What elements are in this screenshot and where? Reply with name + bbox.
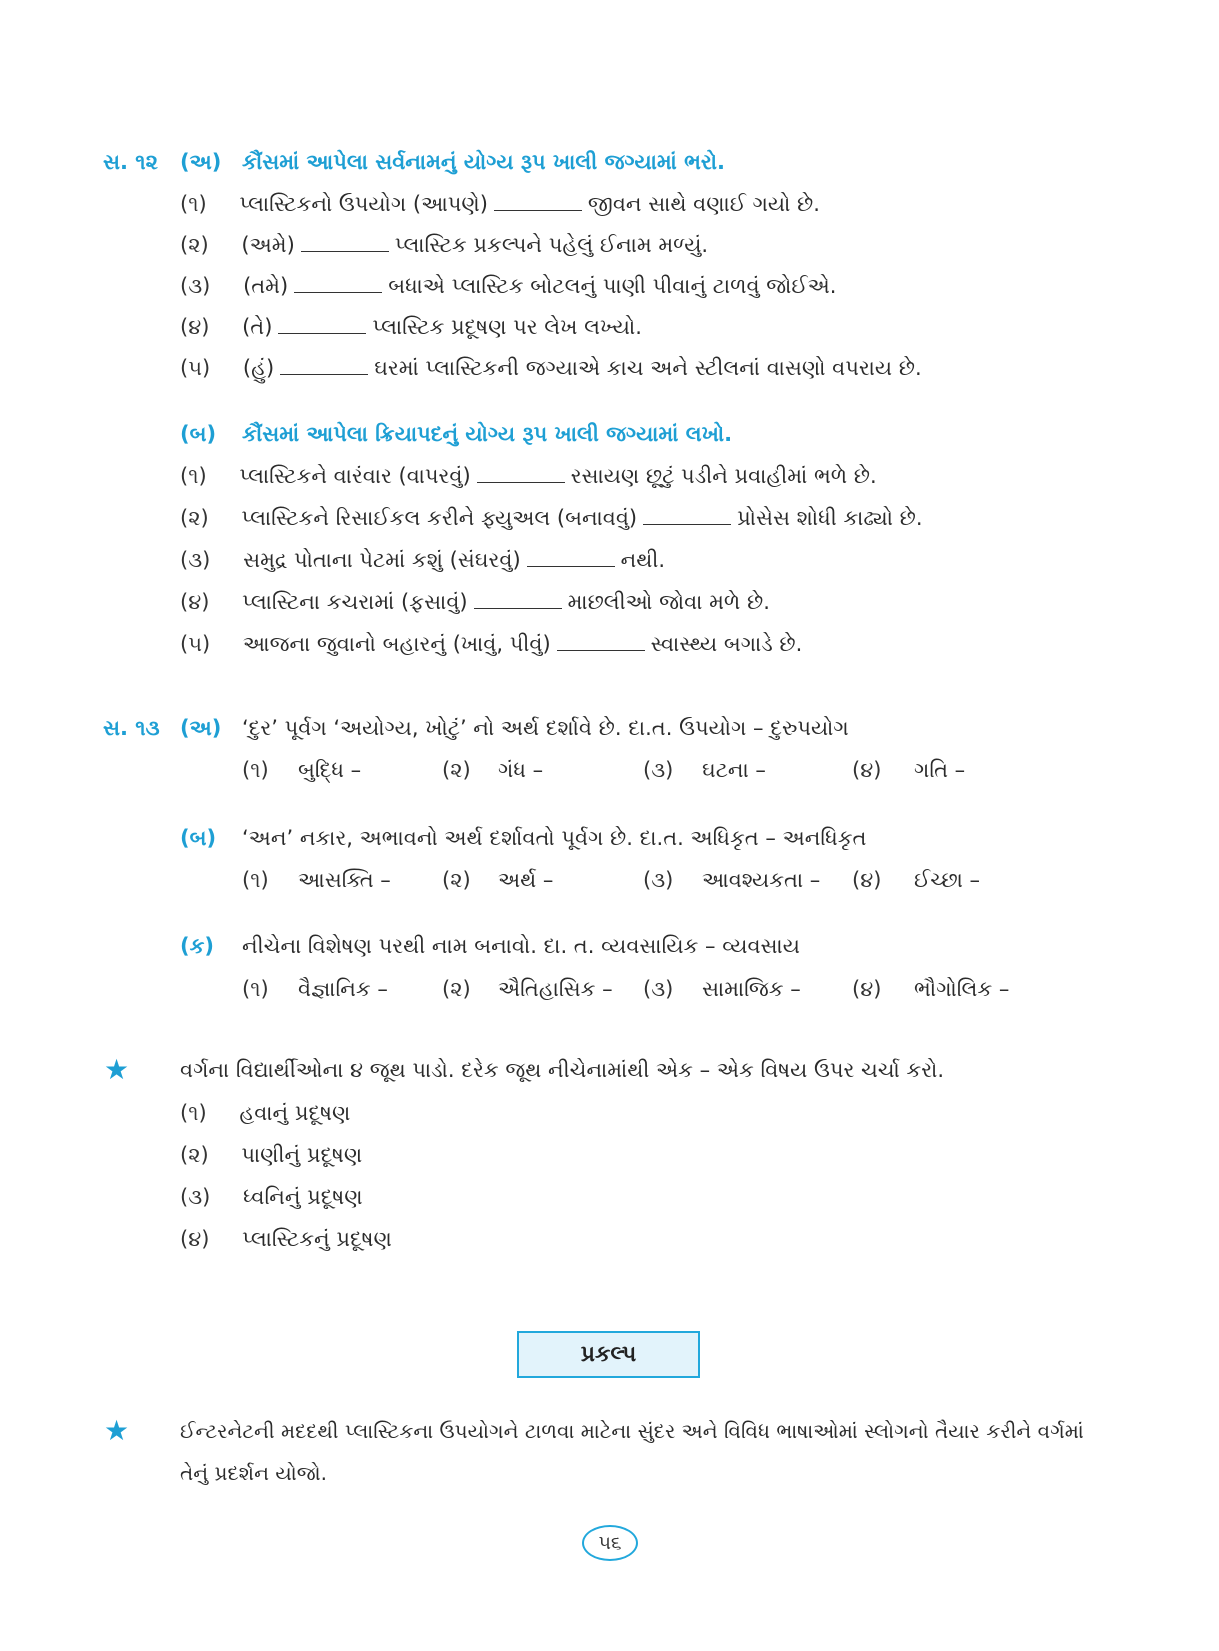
q12-a-item-4	[180, 315, 642, 340]
item-number: (૩)	[180, 274, 211, 298]
item-number: (૧)	[180, 464, 207, 488]
item-text: (અમે)	[241, 233, 295, 257]
item-word: આવશ્યકતા –	[702, 868, 821, 892]
blank-line	[494, 192, 582, 211]
project-text-line2: તેનું પ્રદર્શન યોજો.	[180, 1461, 328, 1485]
item-text: પ્રોસેસ શોધી કાઢ્યો છે.	[737, 506, 923, 530]
blank-line	[557, 632, 645, 651]
item-number: (૪)	[852, 868, 882, 892]
q12-b-item-4	[180, 590, 770, 615]
q12-a-item-1	[180, 192, 820, 217]
item-text: ઘરમાં પ્લાસ્ટિકની જગ્યાએ કાચ અને સ્ટીલનાં વાસણો વપરાય છે.	[374, 356, 922, 380]
item-number: (૫)	[180, 356, 211, 380]
item-word: બુદ્ધિ –	[298, 758, 362, 782]
item-number: (૨)	[180, 233, 209, 257]
item-text: પ્લાસ્ટિકને રિસાઈકલ કરીને ફ્યુઅલ (બનાવવું)	[241, 506, 638, 530]
item-number: (૪)	[180, 1227, 210, 1251]
item-word: અર્થ –	[498, 868, 554, 892]
q13-b-marker: (બ)	[180, 826, 217, 850]
item-word: ઘટના –	[702, 758, 766, 782]
q12-a-item-3	[180, 274, 836, 299]
item-text: નથી.	[620, 548, 666, 572]
q13-a-text: ‘દુર’ પૂર્વગ ‘અયોગ્ય, ખોટું’ નો અર્થ દર્શાવે છે. દા.ત. ઉપયોગ – દુરુપયોગ	[242, 716, 849, 740]
item-text: પાણીનું પ્રદૂષણ	[241, 1143, 363, 1167]
item-text: આજના જુવાનો બહારનું (ખાવું, પીવું)	[242, 632, 551, 656]
q13-c-text: નીચેના વિશેષણ પરથી નામ બનાવો. દા. ત. વ્યવસાયિક – વ્યવસાય	[242, 934, 800, 958]
item-text: માછલીઓ જોવા મળે છે.	[567, 590, 770, 614]
q12-a-marker: (અ)	[180, 150, 222, 174]
item-number: (૪)	[180, 315, 210, 339]
item-text: ધ્વનિનું પ્રદૂષણ	[243, 1185, 363, 1209]
q12-b-title: કૌંસમાં આપેલા ક્રિયાપદનું યોગ્ય રૂપ ખાલી જગ્યામાં લખો.	[242, 422, 733, 446]
q12-a-item-2	[180, 233, 708, 258]
item-text: પ્લાસ્ટિકનું પ્રદૂષણ	[242, 1227, 392, 1251]
item-word: ઈચ્છા –	[914, 868, 981, 892]
item-text: હવાનું પ્રદૂષણ	[239, 1101, 351, 1125]
item-text: બધાએ પ્લાસ્ટિક બોટલનું પાણી પીવાનું ટાળવું જોઈએ.	[388, 274, 837, 298]
blank-line	[527, 548, 615, 567]
blank-line	[278, 315, 366, 334]
blank-line	[301, 233, 389, 252]
blank-line	[280, 356, 368, 375]
blank-line	[477, 464, 565, 483]
item-number: (૩)	[643, 868, 674, 892]
item-number: (૨)	[442, 868, 471, 892]
project-text-line1: ઈન્ટરનેટની મદદથી પ્લાસ્ટિકના ઉપયોગને ટાળવા માટેના સુંદર અને વિવિધ ભાષાઓમાં સ્લોગનો તૈયાર કરીને વર્ગમાં	[180, 1419, 1084, 1443]
item-text: સ્વાસ્થ્ય બગાડે છે.	[650, 632, 803, 656]
activity-item-1	[180, 1101, 350, 1126]
activity-item-3	[180, 1185, 363, 1210]
item-text: પ્લાસ્ટિક પ્રકલ્પને પહેલું ઈનામ મળ્યું.	[394, 233, 709, 257]
q12-b-item-3	[180, 548, 665, 573]
activity-item-4	[180, 1227, 392, 1252]
item-number: (૩)	[643, 977, 674, 1001]
q13-c-marker: (ક)	[180, 934, 215, 958]
star-icon: ★	[104, 1414, 130, 1447]
q13-label: સ. ૧૩	[103, 716, 160, 740]
q13-a-marker: (અ)	[180, 716, 222, 740]
q13-b-text: ‘અન’ નકાર, અભાવનો અર્થ દર્શાવતો પૂર્વગ છે. દા.ત. અધિકૃત – અનધિકૃત	[242, 826, 867, 850]
item-number: (૨)	[442, 758, 471, 782]
star-icon: ★	[104, 1053, 130, 1086]
item-word: ગતિ –	[914, 758, 966, 782]
item-number: (૧)	[242, 758, 269, 782]
item-number: (૨)	[180, 506, 209, 530]
item-number: (૪)	[852, 758, 882, 782]
item-text: રસાયણ છૂટું પડીને પ્રવાહીમાં ભળે છે.	[570, 464, 877, 488]
q12-a-item-5	[180, 356, 922, 381]
item-number: (૩)	[180, 548, 211, 572]
item-text: પ્લાસ્ટિક પ્રદૂષણ પર લેખ લખ્યો.	[372, 315, 642, 339]
item-text: (તે)	[242, 315, 273, 339]
page-number	[582, 1525, 638, 1561]
item-number: (૧)	[180, 192, 207, 216]
item-word: આસક્તિ –	[298, 868, 391, 892]
item-number: (૫)	[180, 632, 211, 656]
activity-text: વર્ગના વિદ્યાર્થીઓના ૪ જૂથ પાડો. દરેક જૂથ નીચેનામાંથી એક – એક વિષય ઉપર ચર્ચા કરો.	[180, 1058, 945, 1082]
q12-b-item-1	[180, 464, 877, 489]
item-text: જીવન સાથે વણાઈ ગયો છે.	[587, 192, 820, 216]
item-number: (૩)	[643, 758, 674, 782]
item-text: પ્લાસ્ટિકનો ઉપયોગ (આપણે)	[239, 192, 488, 216]
item-number: (૨)	[442, 977, 471, 1001]
item-word: વૈજ્ઞાનિક –	[298, 977, 388, 1001]
item-word: ગંધ –	[498, 758, 544, 782]
item-word: સામાજિક –	[702, 977, 801, 1001]
q12-a-title: કૌંસમાં આપેલા સર્વનામનું યોગ્ય રૂપ ખાલી જગ્યામાં ભરો.	[242, 150, 726, 174]
item-number: (૪)	[852, 977, 882, 1001]
item-number: (૩)	[180, 1185, 211, 1209]
project-title: પ્રકલ્પ	[580, 1342, 637, 1367]
item-number: (૪)	[180, 590, 210, 614]
q12-b-marker: (બ)	[180, 422, 217, 446]
blank-line	[643, 506, 731, 525]
item-text: પ્લાસ્ટિના કચરામાં (ફસાવું)	[242, 590, 468, 614]
q12-b-item-2	[180, 506, 923, 531]
blank-line	[294, 274, 382, 293]
item-number: (૧)	[242, 868, 269, 892]
q12-b-item-5	[180, 632, 802, 657]
item-text: સમુદ્ર પોતાના પેટમાં કશું (સંઘરવું)	[243, 548, 521, 572]
activity-item-2	[180, 1143, 362, 1168]
q12-label: સ. ૧૨	[103, 150, 158, 174]
project-heading-box	[517, 1331, 700, 1378]
item-word: ભૌગોલિક –	[914, 977, 1010, 1001]
item-number: (૧)	[242, 977, 269, 1001]
item-number: (૧)	[180, 1101, 207, 1125]
item-number: (૨)	[180, 1143, 209, 1167]
item-text: (તમે)	[243, 274, 289, 298]
item-text: (હું)	[242, 356, 275, 380]
page-number-text: ૫૬	[598, 1532, 622, 1554]
item-text: પ્લાસ્ટિકને વારંવાર (વાપરવું)	[239, 464, 471, 488]
blank-line	[474, 590, 562, 609]
item-word: ઐતિહાસિક –	[498, 977, 613, 1001]
